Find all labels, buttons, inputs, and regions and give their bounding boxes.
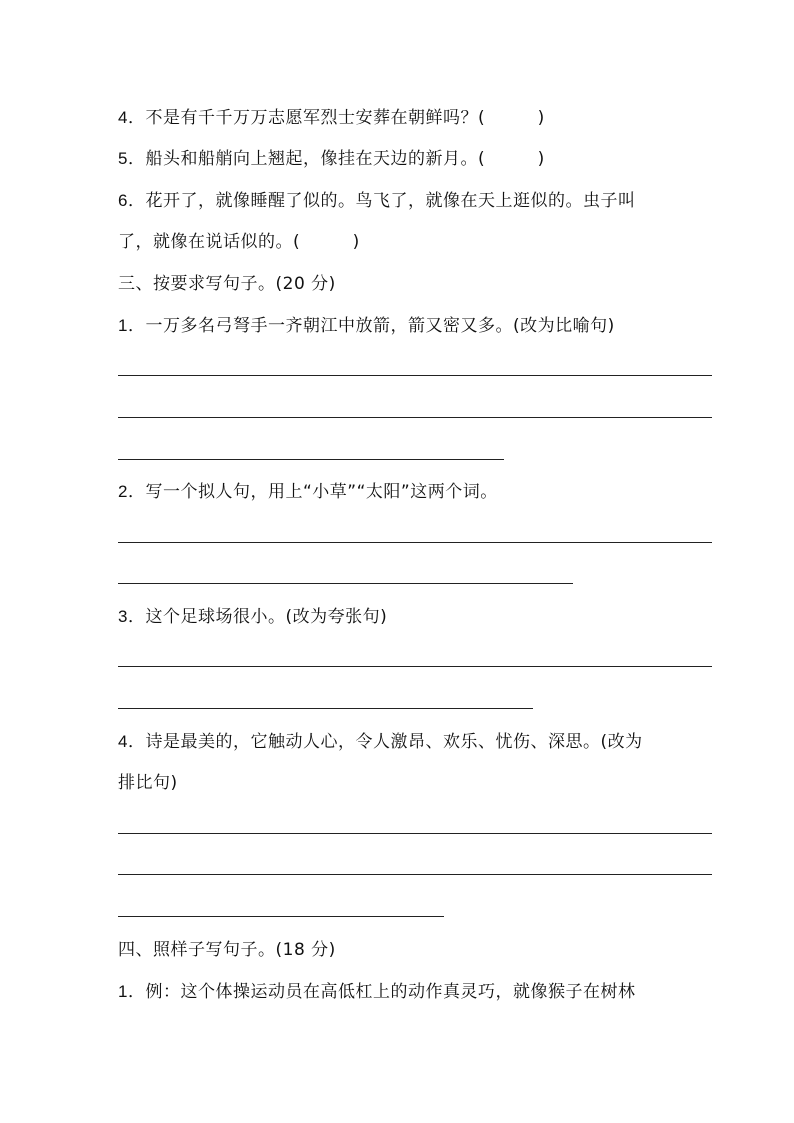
answer-line[interactable]: [118, 666, 712, 667]
s3-question-3: 3．这个足球场很小。(改为夸张句): [118, 607, 388, 627]
s4-question-1: 1．例：这个体操运动员在高低杠上的动作真灵巧，就像猴子在树林: [118, 982, 636, 1002]
answer-line[interactable]: [118, 583, 573, 584]
answer-line[interactable]: [118, 874, 712, 875]
answer-line[interactable]: [118, 417, 712, 418]
s3-question-4: 4．诗是最美的，它触动人心，令人激昂、欢乐、忧伤、深思。(改为: [118, 732, 643, 752]
answer-line[interactable]: [118, 459, 504, 460]
question-6: 6．花开了，就像睡醒了似的。鸟飞了，就像在天上逛似的。虫子叫: [118, 191, 636, 211]
s3-question-2: 2．写一个拟人句，用上“小草”“太阳”这两个词。: [118, 482, 498, 502]
answer-line[interactable]: [118, 542, 712, 543]
section-4-heading: 四、照样子写句子。(18 分): [118, 940, 336, 960]
s3-question-4-continued: 排比句): [118, 773, 178, 793]
answer-line[interactable]: [118, 708, 533, 709]
question-5: 5．船头和船艄向上翘起，像挂在天边的新月。( ): [118, 149, 545, 169]
question-6-continued: 了，就像在说话似的。( ): [118, 232, 360, 252]
s3-question-1: 1．一万多名弓弩手一齐朝江中放箭，箭又密又多。(改为比喻句): [118, 316, 615, 336]
answer-line[interactable]: [118, 375, 712, 376]
answer-line[interactable]: [118, 833, 712, 834]
question-4: 4．不是有千千万万志愿军烈士安葬在朝鲜吗？( ): [118, 108, 545, 128]
answer-line[interactable]: [118, 916, 444, 917]
section-3-heading: 三、按要求写句子。(20 分): [118, 274, 336, 294]
